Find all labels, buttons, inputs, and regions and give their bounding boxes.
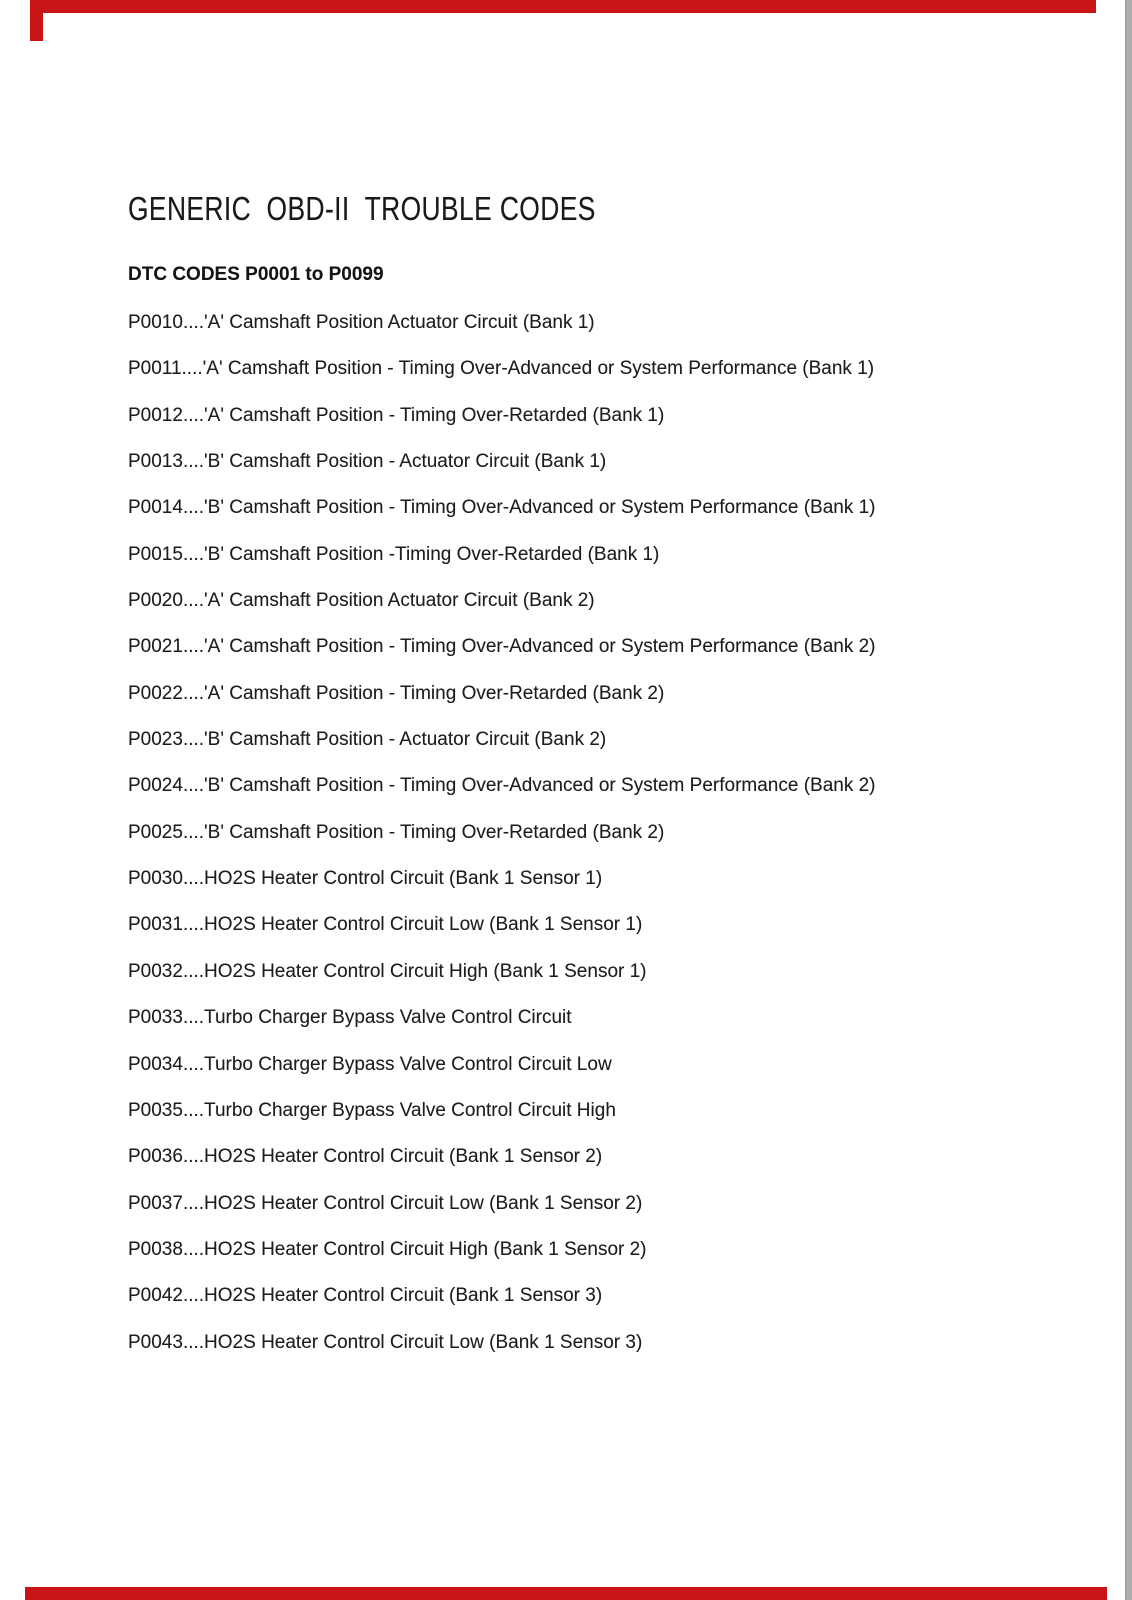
dtc-code-line: P0024....'B' Camshaft Position - Timing Over-Advanced or System Performance (Bank 2) xyxy=(128,775,876,797)
dtc-code-line: P0023....'B' Camshaft Position - Actuator Circuit (Bank 2) xyxy=(128,729,607,751)
page-title: GENERIC OBD-II TROUBLE CODES xyxy=(128,190,596,227)
dtc-code-line: P0043....HO2S Heater Control Circuit Low (Bank 1 Sensor 3) xyxy=(128,1331,643,1353)
dtc-code-line: P0013....'B' Camshaft Position - Actuator Circuit (Bank 1) xyxy=(128,451,607,473)
dtc-code-line: P0038....HO2S Heater Control Circuit High (Bank 1 Sensor 2) xyxy=(128,1238,647,1260)
scan-artifact-bottom-bar xyxy=(25,1587,1107,1600)
section-heading: DTC CODES P0001 to P0099 xyxy=(128,264,384,285)
dtc-code-line: P0035....Turbo Charger Bypass Valve Control Circuit High xyxy=(128,1099,616,1121)
dtc-codes-list xyxy=(128,300,876,1366)
dtc-code-line: P0036....HO2S Heater Control Circuit (Bank 1 Sensor 2) xyxy=(128,1146,603,1168)
dtc-code-line: P0011....'A' Camshaft Position - Timing Over-Advanced or System Performance (Bank 1) xyxy=(128,358,875,380)
dtc-code-line: P0012....'A' Camshaft Position - Timing Over-Retarded (Bank 1) xyxy=(128,404,665,426)
scan-artifact-left-bar xyxy=(30,0,43,41)
scan-artifact-top-bar xyxy=(30,0,1096,13)
dtc-code-line: P0014....'B' Camshaft Position - Timing Over-Advanced or System Performance (Bank 1) xyxy=(128,497,876,519)
dtc-code-line: P0015....'B' Camshaft Position -Timing Over-Retarded (Bank 1) xyxy=(128,543,660,565)
dtc-code-line: P0031....HO2S Heater Control Circuit Low (Bank 1 Sensor 1) xyxy=(128,914,643,936)
dtc-code-line: P0020....'A' Camshaft Position Actuator Circuit (Bank 2) xyxy=(128,590,595,612)
dtc-code-line: P0025....'B' Camshaft Position - Timing Over-Retarded (Bank 2) xyxy=(128,821,665,843)
dtc-code-line: P0010....'A' Camshaft Position Actuator Circuit (Bank 1) xyxy=(128,312,595,333)
dtc-code-line: P0033....Turbo Charger Bypass Valve Control Circuit xyxy=(128,1007,572,1029)
dtc-code-line: P0034....Turbo Charger Bypass Valve Control Circuit Low xyxy=(128,1053,612,1075)
dtc-code-line: P0037....HO2S Heater Control Circuit Low (Bank 1 Sensor 2) xyxy=(128,1192,643,1214)
page-right-edge-strip xyxy=(1125,0,1132,1600)
dtc-code-line: P0042....HO2S Heater Control Circuit (Bank 1 Sensor 3) xyxy=(128,1285,603,1307)
dtc-code-line: P0032....HO2S Heater Control Circuit High (Bank 1 Sensor 1) xyxy=(128,960,647,982)
dtc-code-line: P0022....'A' Camshaft Position - Timing Over-Retarded (Bank 2) xyxy=(128,682,665,704)
dtc-code-line: P0021....'A' Camshaft Position - Timing Over-Advanced or System Performance (Bank 2) xyxy=(128,636,876,658)
dtc-code-line: P0030....HO2S Heater Control Circuit (Bank 1 Sensor 1) xyxy=(128,868,603,890)
